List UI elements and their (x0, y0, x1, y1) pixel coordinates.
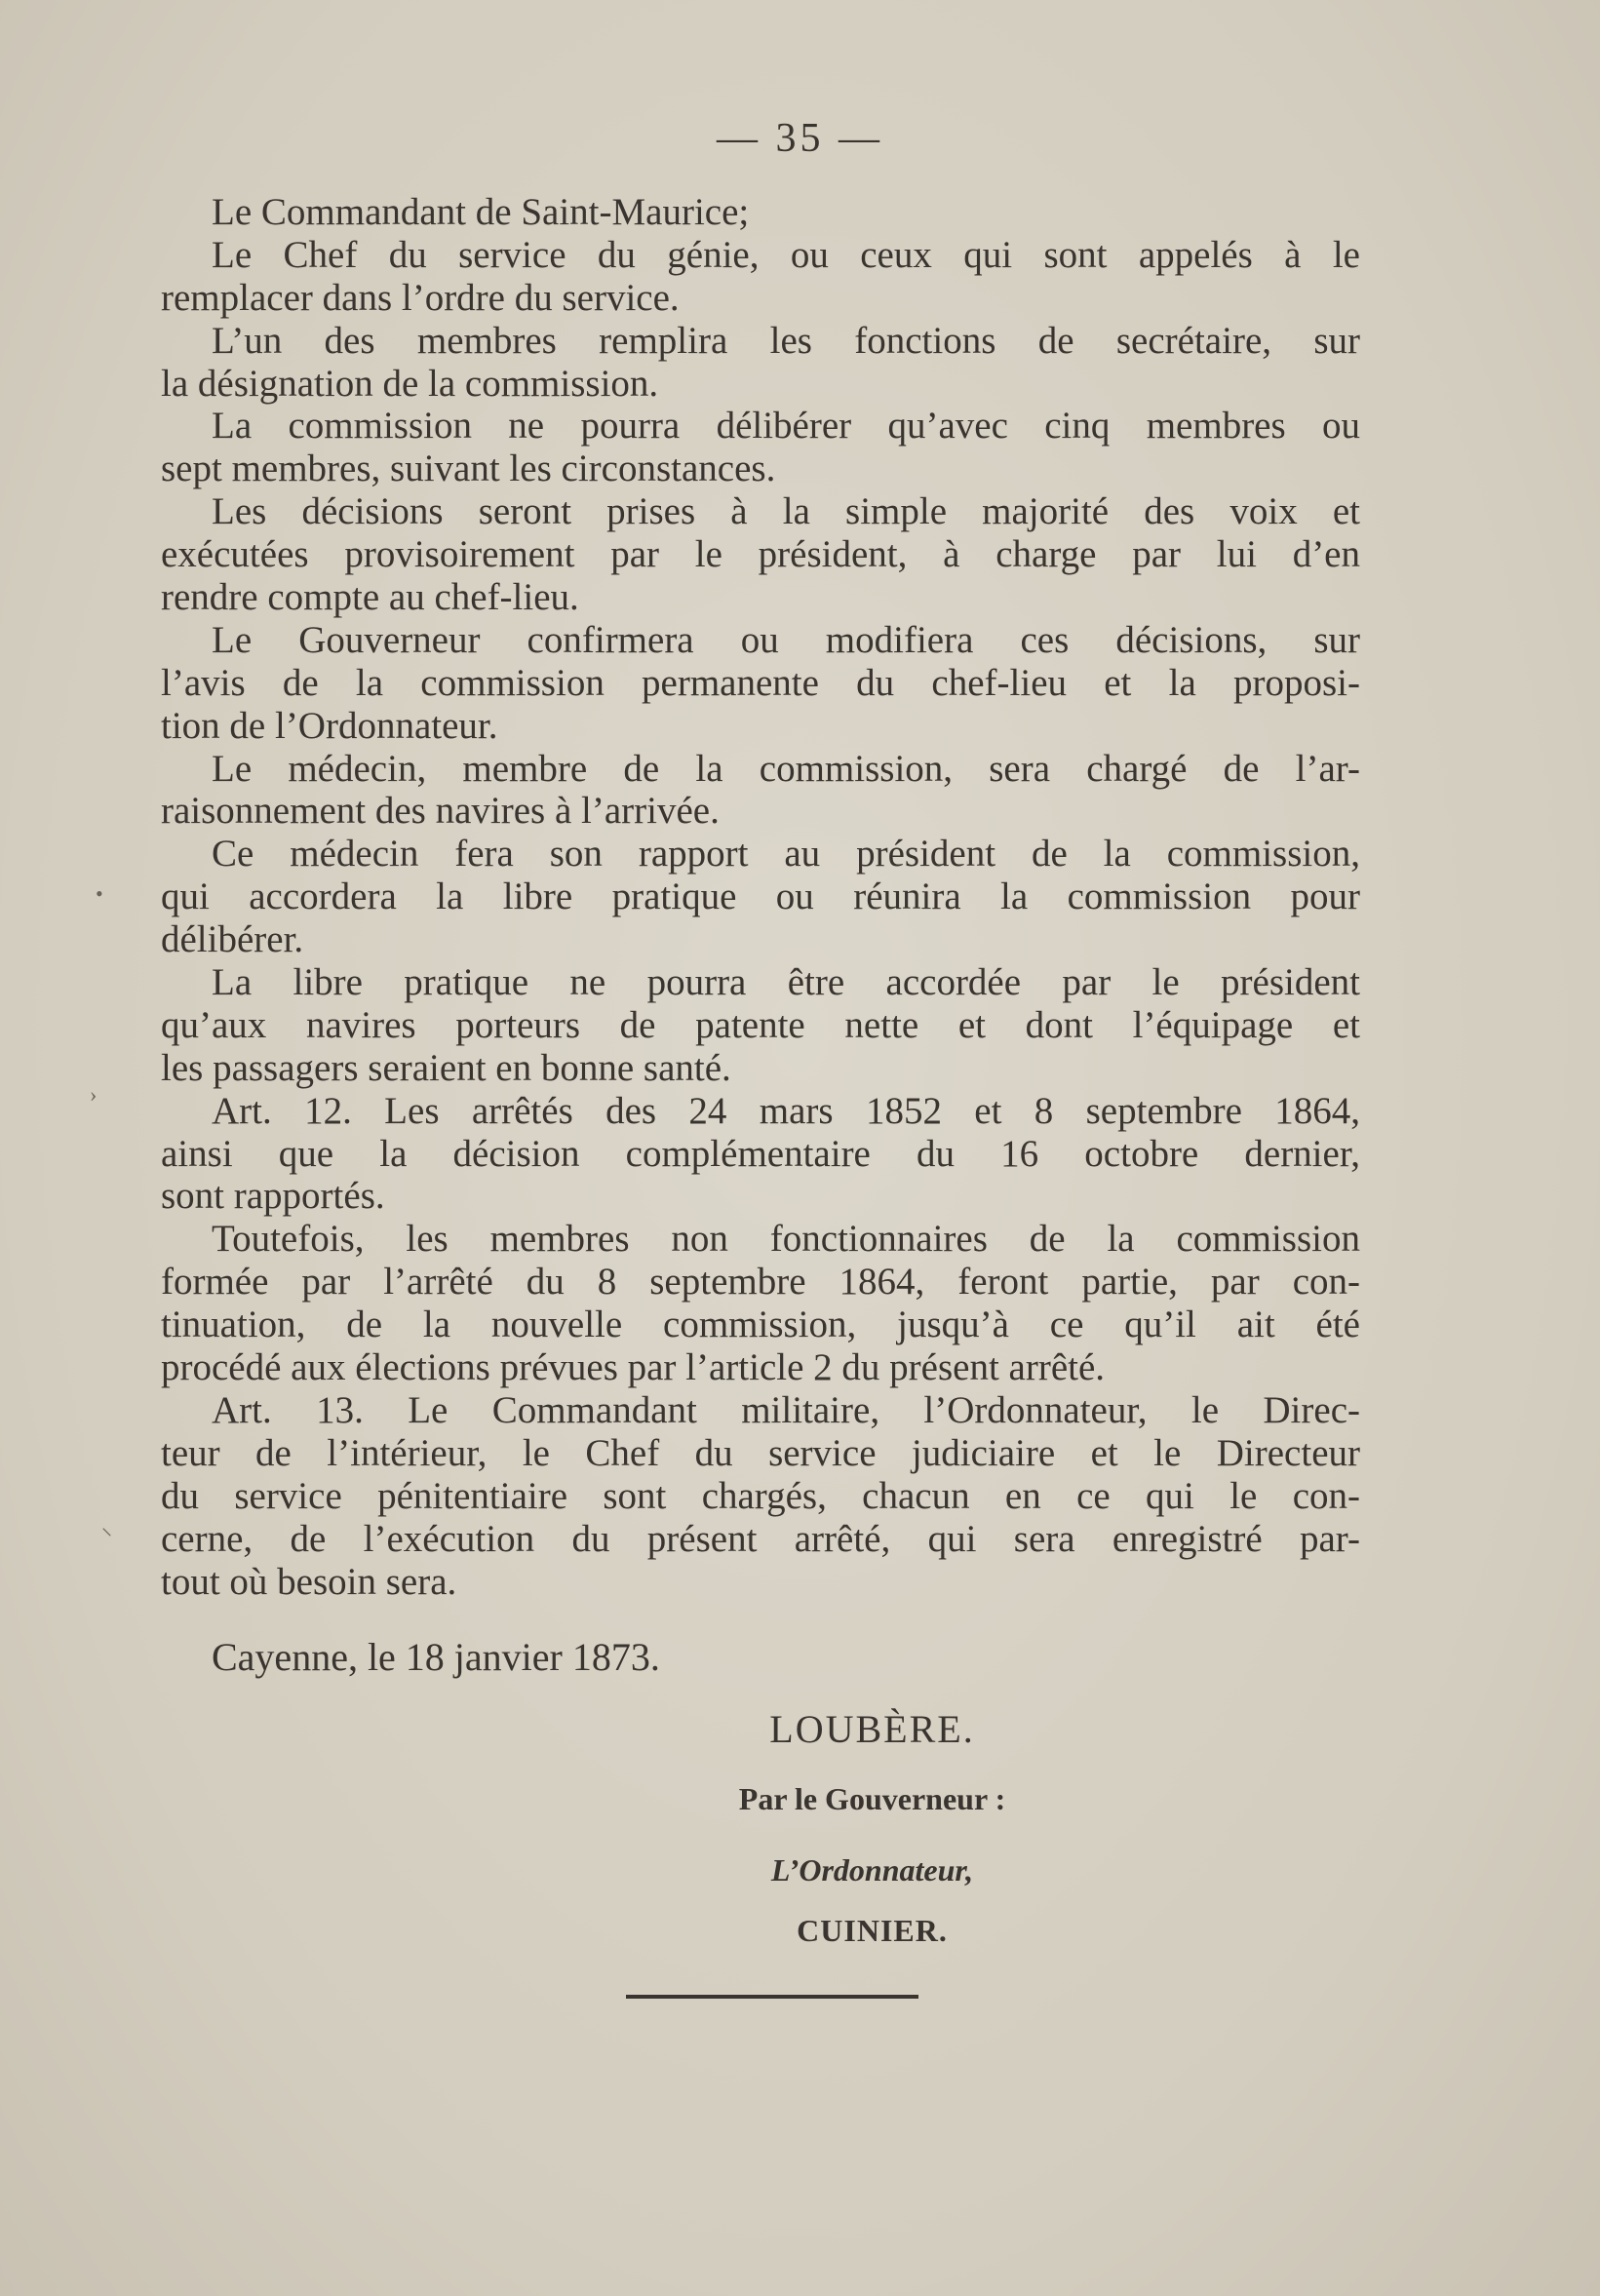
text-line: tout où besoin sera. (161, 1560, 457, 1603)
text-line: rendre compte au chef-lieu. (161, 576, 579, 619)
text-line: Art. 12. Les arrêtés des 24 mars 1852 et 8 septembre 1864, (212, 1089, 1360, 1132)
text-line: Le Gouverneur confirmera ou modifiera ces décisions, sur (212, 618, 1360, 661)
text-line: la désignation de la commission. (161, 362, 659, 405)
text-line: tinuation, de la nouvelle commission, jusqu’à ce qu’il ait été (161, 1304, 1360, 1346)
text-line: sept membres, suivant les circonstances. (161, 448, 776, 490)
text-line: teur de l’intérieur, le Chef du service judiciaire et le Directeur (161, 1431, 1360, 1474)
text-line: L’un des membres remplira les fonctions de secrétaire, sur (212, 319, 1360, 362)
text-line: ainsi que la décision complémentaire du 16 octobre dernier, (161, 1132, 1360, 1175)
text-line: Le Commandant de Saint-Maurice; (212, 191, 750, 233)
closing-rule (626, 1995, 918, 1999)
signature-official: CUINIER. (797, 1913, 948, 1948)
text-line: cerne, de l’exécution du présent arrêté, qui sera enregistré par- (161, 1517, 1360, 1560)
signature-title: L’Ordonnateur, (770, 1852, 974, 1887)
text-line: qu’aux navires porteurs de patente nette et dont l’équipage et (161, 1003, 1360, 1046)
text-line: les passagers seraient en bonne santé. (161, 1046, 731, 1089)
signature-by-line: Par le Gouverneur : (738, 1781, 1006, 1816)
text-line: raisonnement des navires à l’arrivée. (161, 790, 720, 833)
text-line: formée par l’arrêté du 8 septembre 1864, feront partie, par con- (161, 1261, 1360, 1304)
text-line: Art. 13. Le Commandant militaire, l’Ordonnateur, le Direc- (212, 1388, 1360, 1431)
signature-name: LOUBÈRE. (769, 1707, 975, 1751)
page-number: — 35 — (717, 116, 883, 161)
text-line: l’avis de la commission permanente du chef-lieu et la proposi- (161, 661, 1360, 704)
text-line: Le Chef du service du génie, ou ceux qui sont appelés à le (212, 233, 1360, 276)
text-line: Les décisions seront prises à la simple majorité des voix et (212, 490, 1360, 533)
text-line: Le médecin, membre de la commission, sera chargé de l’ar- (212, 747, 1360, 790)
margin-mark: › (90, 1082, 98, 1107)
text-line: exécutées provisoirement par le président, à charge par lui d’en (161, 533, 1360, 576)
text-line: La libre pratique ne pourra être accordée par le président (212, 961, 1360, 1004)
text-line: Ce médecin fera son rapport au président de la commission, (212, 833, 1360, 876)
dateline: Cayenne, le 18 janvier 1873. (212, 1635, 660, 1679)
text-line: tion de l’Ordonnateur. (161, 704, 498, 747)
text-line: du service pénitentiaire sont chargés, chacun en ce qui le con- (161, 1474, 1360, 1517)
margin-mark: ⸌ (101, 1524, 113, 1548)
text-line: procédé aux élections prévues par l’article 2 du présent arrêté. (161, 1346, 1106, 1389)
text-line: sont rapportés. (161, 1175, 385, 1218)
text-line: Toutefois, les membres non fonctionnaires de la commission (212, 1218, 1360, 1261)
margin-mark: • (96, 881, 103, 906)
text-line: remplacer dans l’ordre du service. (161, 276, 680, 319)
body-text (161, 191, 1360, 1603)
text-line: La commission ne pourra délibérer qu’avec cinq membres ou (212, 405, 1360, 448)
text-line: qui accordera la libre pratique ou réunira la commission pour (161, 876, 1360, 918)
text-line: délibérer. (161, 918, 304, 961)
